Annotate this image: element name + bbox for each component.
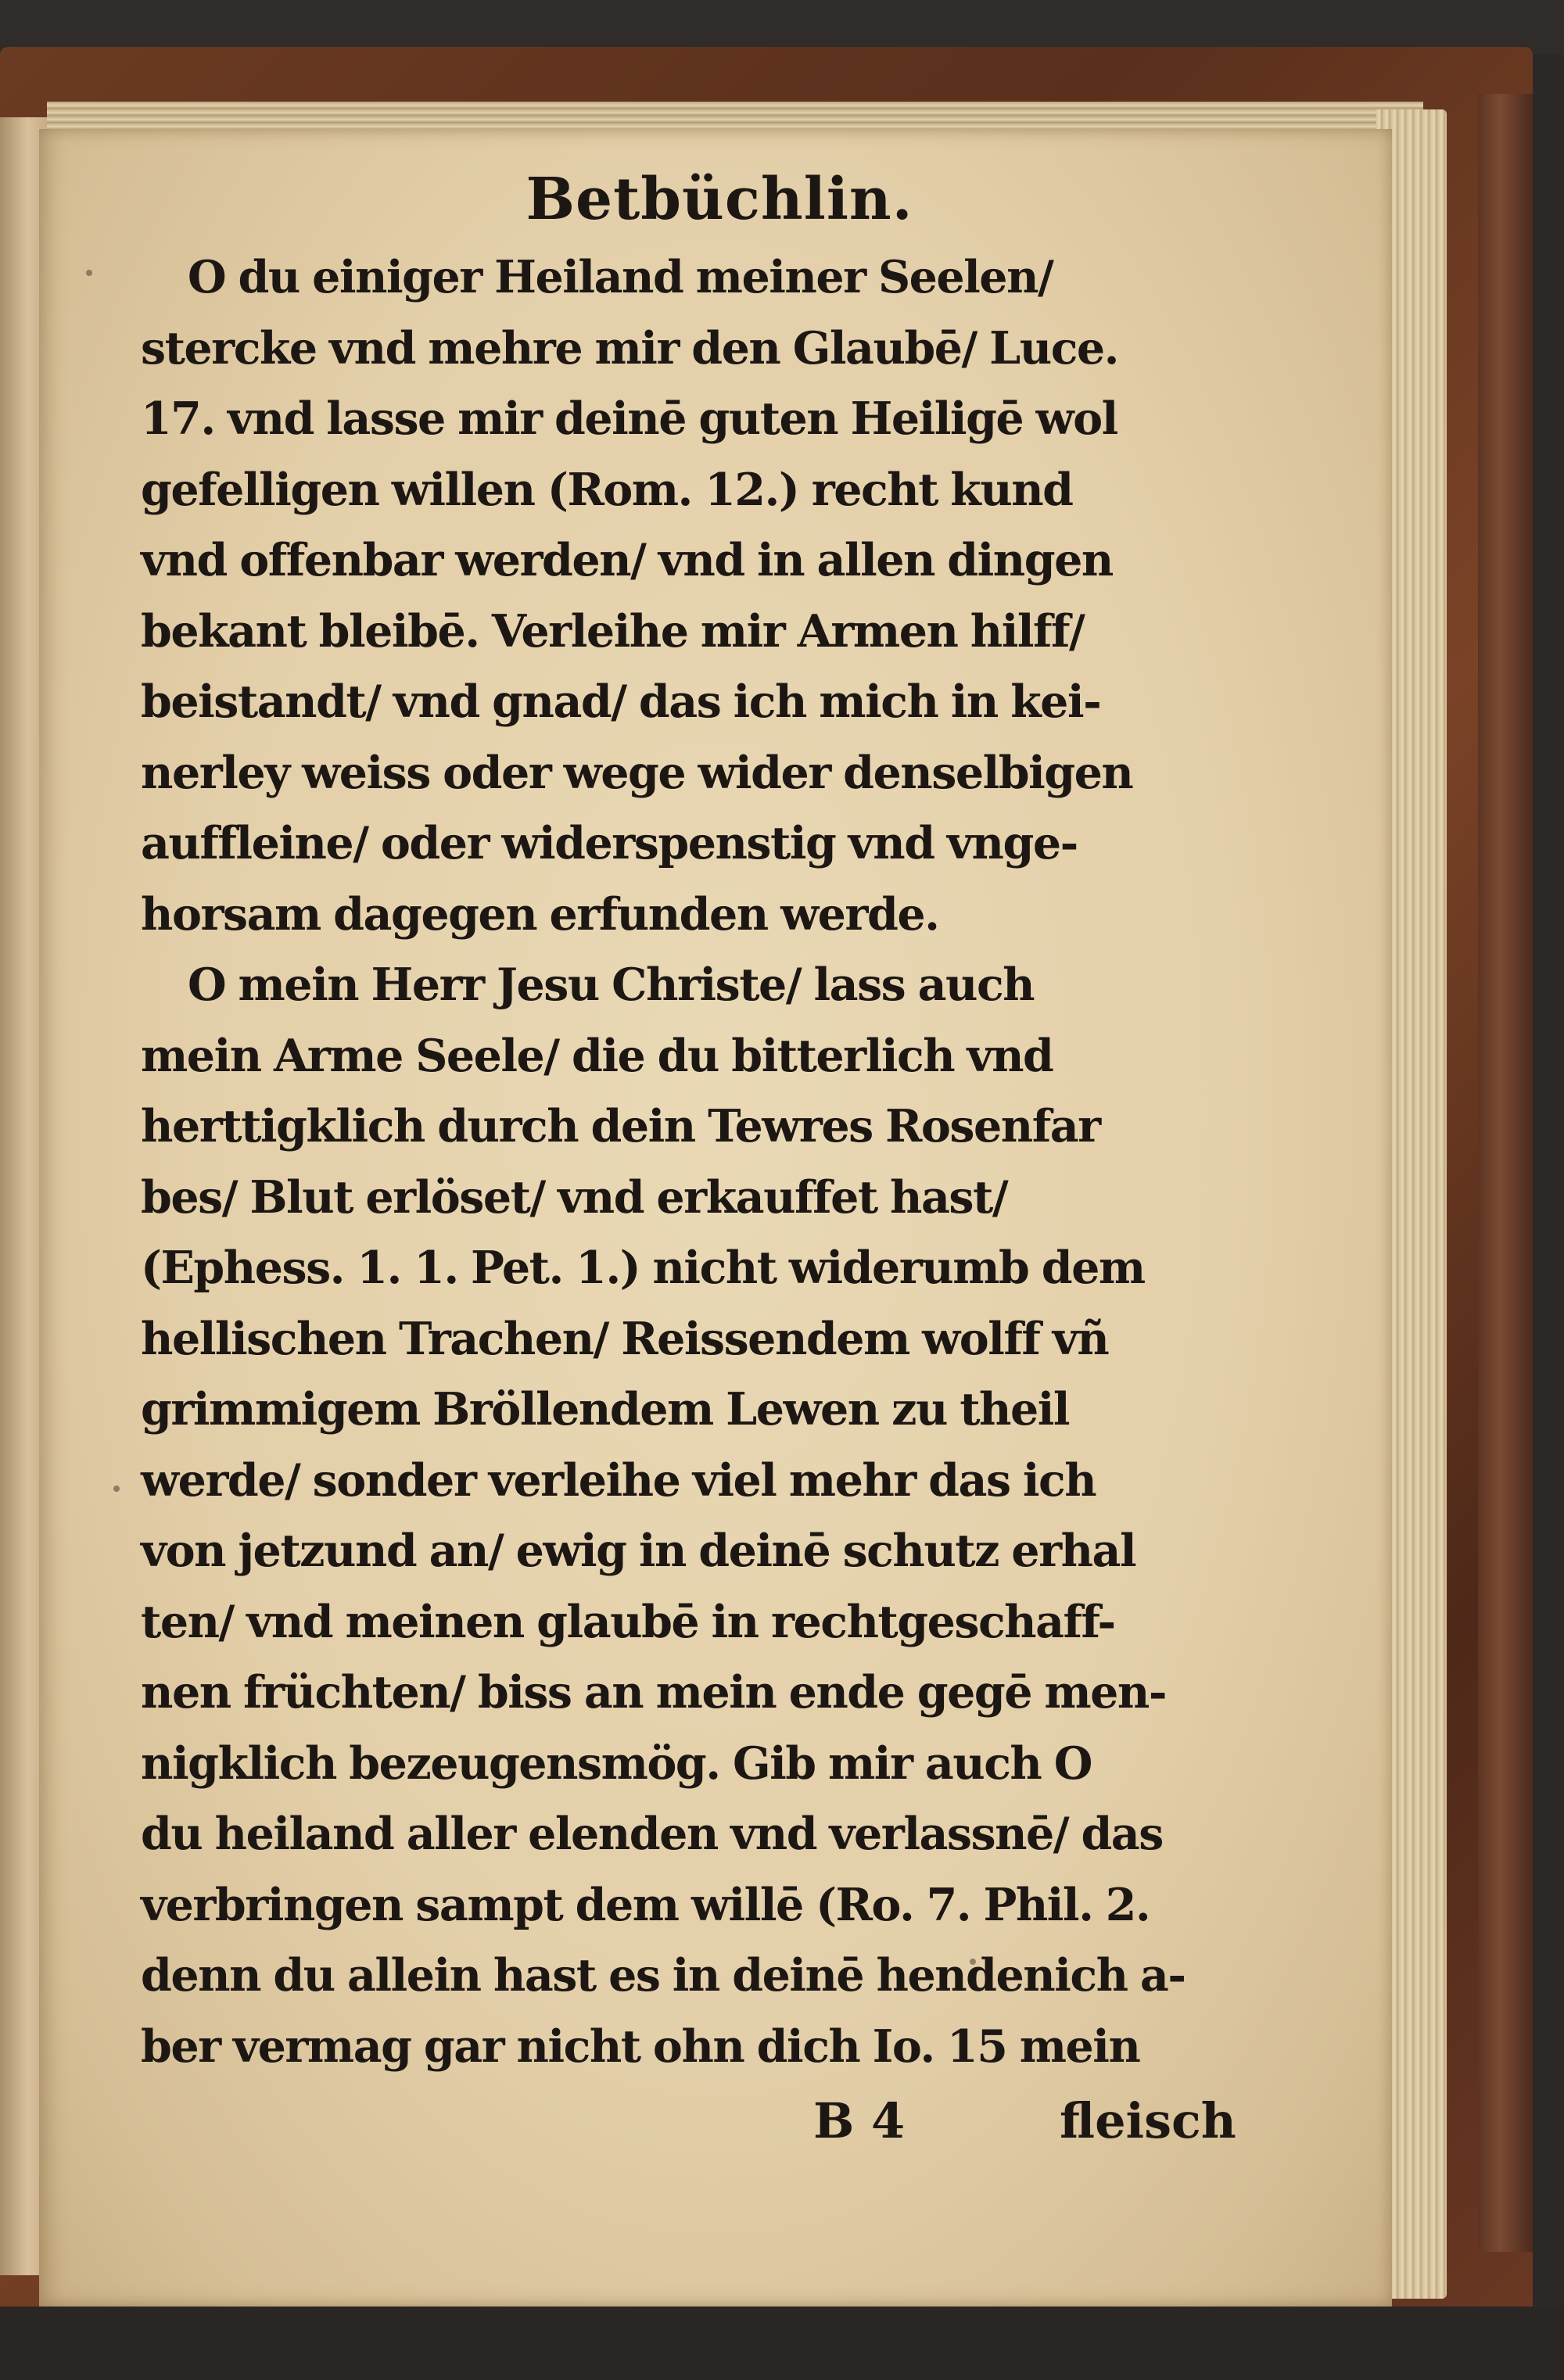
text-line: hellischen Trachen/ Reissendem wolff vñ xyxy=(141,1312,1109,1365)
text-line: stercke vnd mehre mir den Glaubē/ Luce. xyxy=(141,321,1119,375)
text-line: bekant bleibē. Verleihe mir Armen hilff/ xyxy=(141,604,1085,658)
catchword: fleisch xyxy=(1060,2092,1236,2149)
text-line: beistandt/ vnd gnad/ das ich mich in kei- xyxy=(141,676,1101,728)
text-line: von jetzund an/ ewig in deinē schutz erhal xyxy=(141,1525,1136,1577)
text-line: werde/ sonder verleihe viel mehr das ich xyxy=(141,1453,1096,1507)
text-line: herttigklich durch dein Tewres Rosenfar xyxy=(141,1100,1100,1152)
running-head: Betbüchlin. xyxy=(526,166,913,233)
text-line: mein Arme Seele/ die du bitterlich vnd xyxy=(141,1029,1053,1082)
page-text xyxy=(141,156,1251,2160)
text-line: (Ephess. 1. 1. Pet. 1.) nicht widerumb dem xyxy=(141,1242,1145,1294)
text-line: bes/ Blut erlöset/ vnd erkauffet hast/ xyxy=(141,1170,1008,1224)
text-line: ten/ vnd meinen glaubē in rechtgeschaff- xyxy=(141,1595,1115,1648)
text-line: nigklich bezeugensmög. Gib mir auch O xyxy=(141,1737,1092,1790)
text-line: O mein Herr Jesu Christe/ lass auch xyxy=(188,959,1035,1011)
text-line: vnd offenbar werden/ vnd in allen dingen xyxy=(141,534,1113,586)
background-bottom xyxy=(0,2307,1564,2380)
text-line: gefelligen willen (Rom. 12.) recht kund xyxy=(141,463,1073,516)
page-block-top xyxy=(47,102,1423,133)
text-line: grimmigem Bröllendem Lewen zu theil xyxy=(141,1383,1070,1436)
text-line: denn du allein hast es in deinē hendenich a- xyxy=(141,1949,1186,2002)
page-footer xyxy=(141,2082,1251,2160)
text-line: O du einiger Heiland meiner Seelen/ xyxy=(188,251,1053,303)
text-line: 17. vnd lasse mir deinē guten Heiligē wol xyxy=(141,392,1117,445)
text-line: verbringen sampt dem willē (Ro. 7. Phil. 2. xyxy=(141,1878,1150,1931)
text-line: ber vermag gar nicht ohn dich Io. 15 mein xyxy=(141,2020,1140,2073)
signature-mark: B 4 xyxy=(813,2092,906,2149)
text-line: auffleine/ oder widerspenstig vnd vnge- xyxy=(141,817,1078,869)
text-line: nerley weiss oder wege wider denselbigen xyxy=(141,746,1133,799)
cover-edge xyxy=(1478,94,1533,2252)
text-line: du heiland aller elenden vnd verlassnē/ das xyxy=(141,1808,1163,1860)
text-line: horsam dagegen erfunden werde. xyxy=(141,887,939,941)
text-line: nen früchten/ biss an mein ende gegē men- xyxy=(141,1666,1167,1719)
